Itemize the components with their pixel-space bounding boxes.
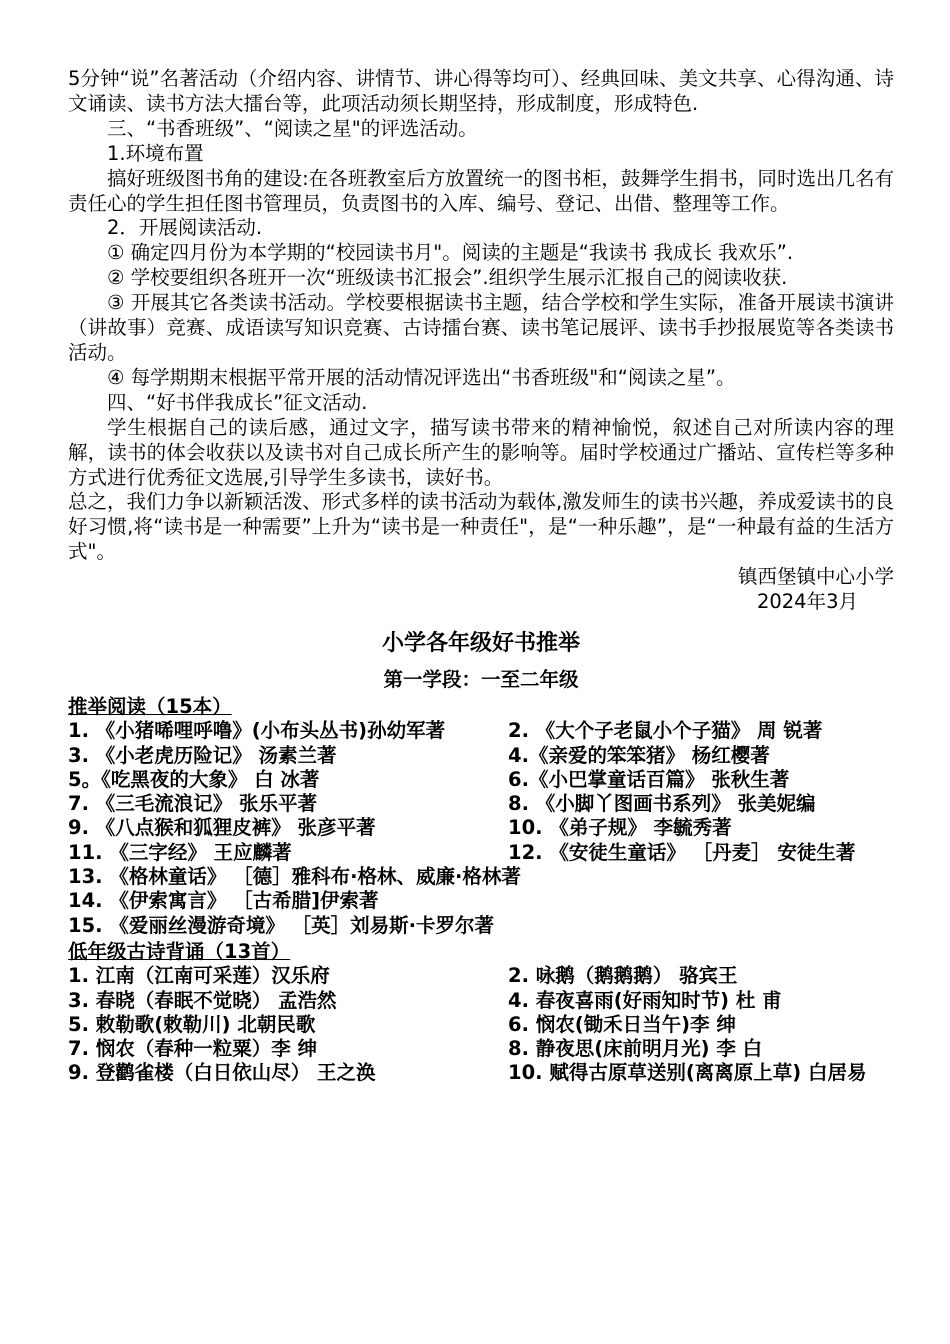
signature-org: 镇西堡镇中心小学 (737, 565, 894, 589)
book-entry: 11. 《三字经》 王应麟著 (68, 840, 292, 864)
book-entry: 4.《亲爱的笨笨猪》 杨红樱著 (508, 743, 770, 767)
poem-entry: 2. 咏鹅（鹅鹅鹅） 骆宾王 (508, 964, 738, 988)
book-row (68, 744, 894, 768)
poem-entry: 6. 悯农(锄禾日当午)李 绅 (508, 1012, 736, 1036)
poem-entry: 9. 登鹳雀楼（白日依山尽） 王之涣 (68, 1061, 376, 1085)
book-entry: 7. 《三毛流浪记》 张乐平著 (68, 792, 318, 816)
poem-entry: 1. 江南（江南可采莲）汉乐府 (68, 964, 330, 988)
paragraph-item-4: ④ 每学期期末根据平常开展的活动情况评选出“书香班级"和“阅读之星”。 (107, 365, 736, 389)
poem-entry: 4. 春夜喜雨(好雨知时节) 杜 甫 (508, 988, 782, 1012)
heading-activities: 2．开展阅读活动. (107, 216, 263, 240)
paragraph-book-corner: 搞好班级图书角的建设:在各班教室后方放置统一的图书柜，鼓舞学生捐书，同时选出几名有责任心的学生担任图书管理员，负责图书的入库、编号、登记、出借、整理等工作。 (68, 166, 894, 215)
paragraph-summary: 总之，我们力争以新颖活泼、形式多样的读书活动为载体,激发师生的读书兴趣，养成爱读书的良好习惯,将“读书是一种需要”上升为“读书是一种责任"，是“一种乐趣”，是“一种最有益的生活方式"。 (68, 490, 894, 564)
book-entry: 13. 《格林童话》 ［德］雅科布·格林、威廉·格林著 (68, 865, 521, 889)
poem-row (68, 964, 894, 988)
booklist-title: 小学各年级好书推举 (381, 630, 580, 656)
book-entry: 14. 《伊索寓言》 ［古希腊]伊索著 (68, 889, 379, 913)
poem-entry: 7. 悯农（春种一粒粟）李 绅 (68, 1037, 318, 1061)
paragraph-item-1: ① 确定四月份为本学期的“校园读书月"。阅读的主题是“我读书 我成长 我欢乐”. (107, 241, 794, 265)
paragraph-item-3: ③ 开展其它各类读书活动。学校要根据读书主题，结合学校和学生实际，准备开展读书演讲（讲故事）竞赛、成语读写知识竞赛、古诗擂台赛、读书笔记展评、读书手抄报展览等各类读书活动。 (68, 291, 894, 364)
poem-row (68, 1013, 894, 1037)
signature-date: 2024年3月 (756, 590, 858, 614)
book-entry: 9. 《八点猴和狐狸皮裤》 张彦平著 (68, 816, 376, 840)
book-entry: 15. 《爱丽丝漫游奇境》 ［英］刘易斯·卡罗尔著 (68, 913, 495, 937)
poem-row (68, 1037, 894, 1061)
poem-row (68, 989, 894, 1013)
book-entry: 2. 《大个子老鼠小个子猫》 周 锐著 (508, 719, 823, 743)
book-entry: 8. 《小脚丫图画书系列》 张美妮编 (508, 792, 816, 816)
paragraph-essay: 学生根据自己的读后感，通过文字，描写读书带来的精神愉悦，叙述自己对所读内容的理解，读书的体会收获以及读书对自己成长所产生的影响等。届时学校通过广播站、宣传栏等多种方式进行优秀征文选展,引导学生多读书，读好书。 (68, 415, 894, 489)
book-entry: 12. 《安徒生童话》 ［丹麦］ 安徒生著 (508, 840, 856, 864)
poem-row (68, 1061, 894, 1085)
book-row (68, 719, 894, 743)
book-entry: 6.《小巴掌童话百篇》 张秋生著 (508, 767, 790, 791)
heading-environment: 1.环境布置 (107, 141, 204, 165)
book-entry: 3. 《小老虎历险记》 汤素兰著 (68, 743, 337, 767)
book-entry: 10. 《弟子规》 李毓秀著 (508, 816, 732, 840)
book-row (68, 792, 894, 816)
book-entry: 1. 《小猪唏哩呼噜》(小布头丛书)孙幼军著 (68, 719, 446, 743)
book-row (68, 768, 894, 792)
reading-section-head: 推举阅读（15本） (68, 694, 232, 718)
poem-entry: 8. 静夜思(床前明月光) 李 白 (508, 1037, 763, 1061)
poem-entry: 5. 敕勒歌(敕勒川) 北朝民歌 (68, 1012, 316, 1036)
book-row (68, 841, 894, 865)
poem-entry: 10. 赋得古原草送别(离离原上草) 白居易 (508, 1061, 867, 1085)
document-page (68, 67, 894, 1086)
paragraph-item-2: ② 学校要组织各班开一次“班级读书汇报会”.组织学生展示汇报自己的阅读收获. (107, 266, 788, 290)
booklist-stage: 第一学段：一至二年级 (383, 667, 579, 691)
heading-section-4: 四、“好书伴我成长”征文活动. (107, 390, 368, 414)
poems-section-head: 低年级古诗背诵（13首） (68, 939, 291, 963)
poem-entry: 3. 春晓（春眠不觉晓） 孟浩然 (68, 988, 337, 1012)
book-row (68, 816, 894, 840)
heading-section-3: 三、“书香班级”、“阅读之星"的评选活动。 (107, 116, 478, 140)
book-entry: 5。《吃黑夜的大象》 白 冰著 (68, 767, 320, 791)
paragraph-reading-share: 5分钟“说”名著活动（介绍内容、讲情节、讲心得等均可）、经典回味、美文共享、心得沟通、诗文诵读、读书方法大擂台等，此项活动须长期坚持，形成制度，形成特色. (68, 67, 894, 115)
